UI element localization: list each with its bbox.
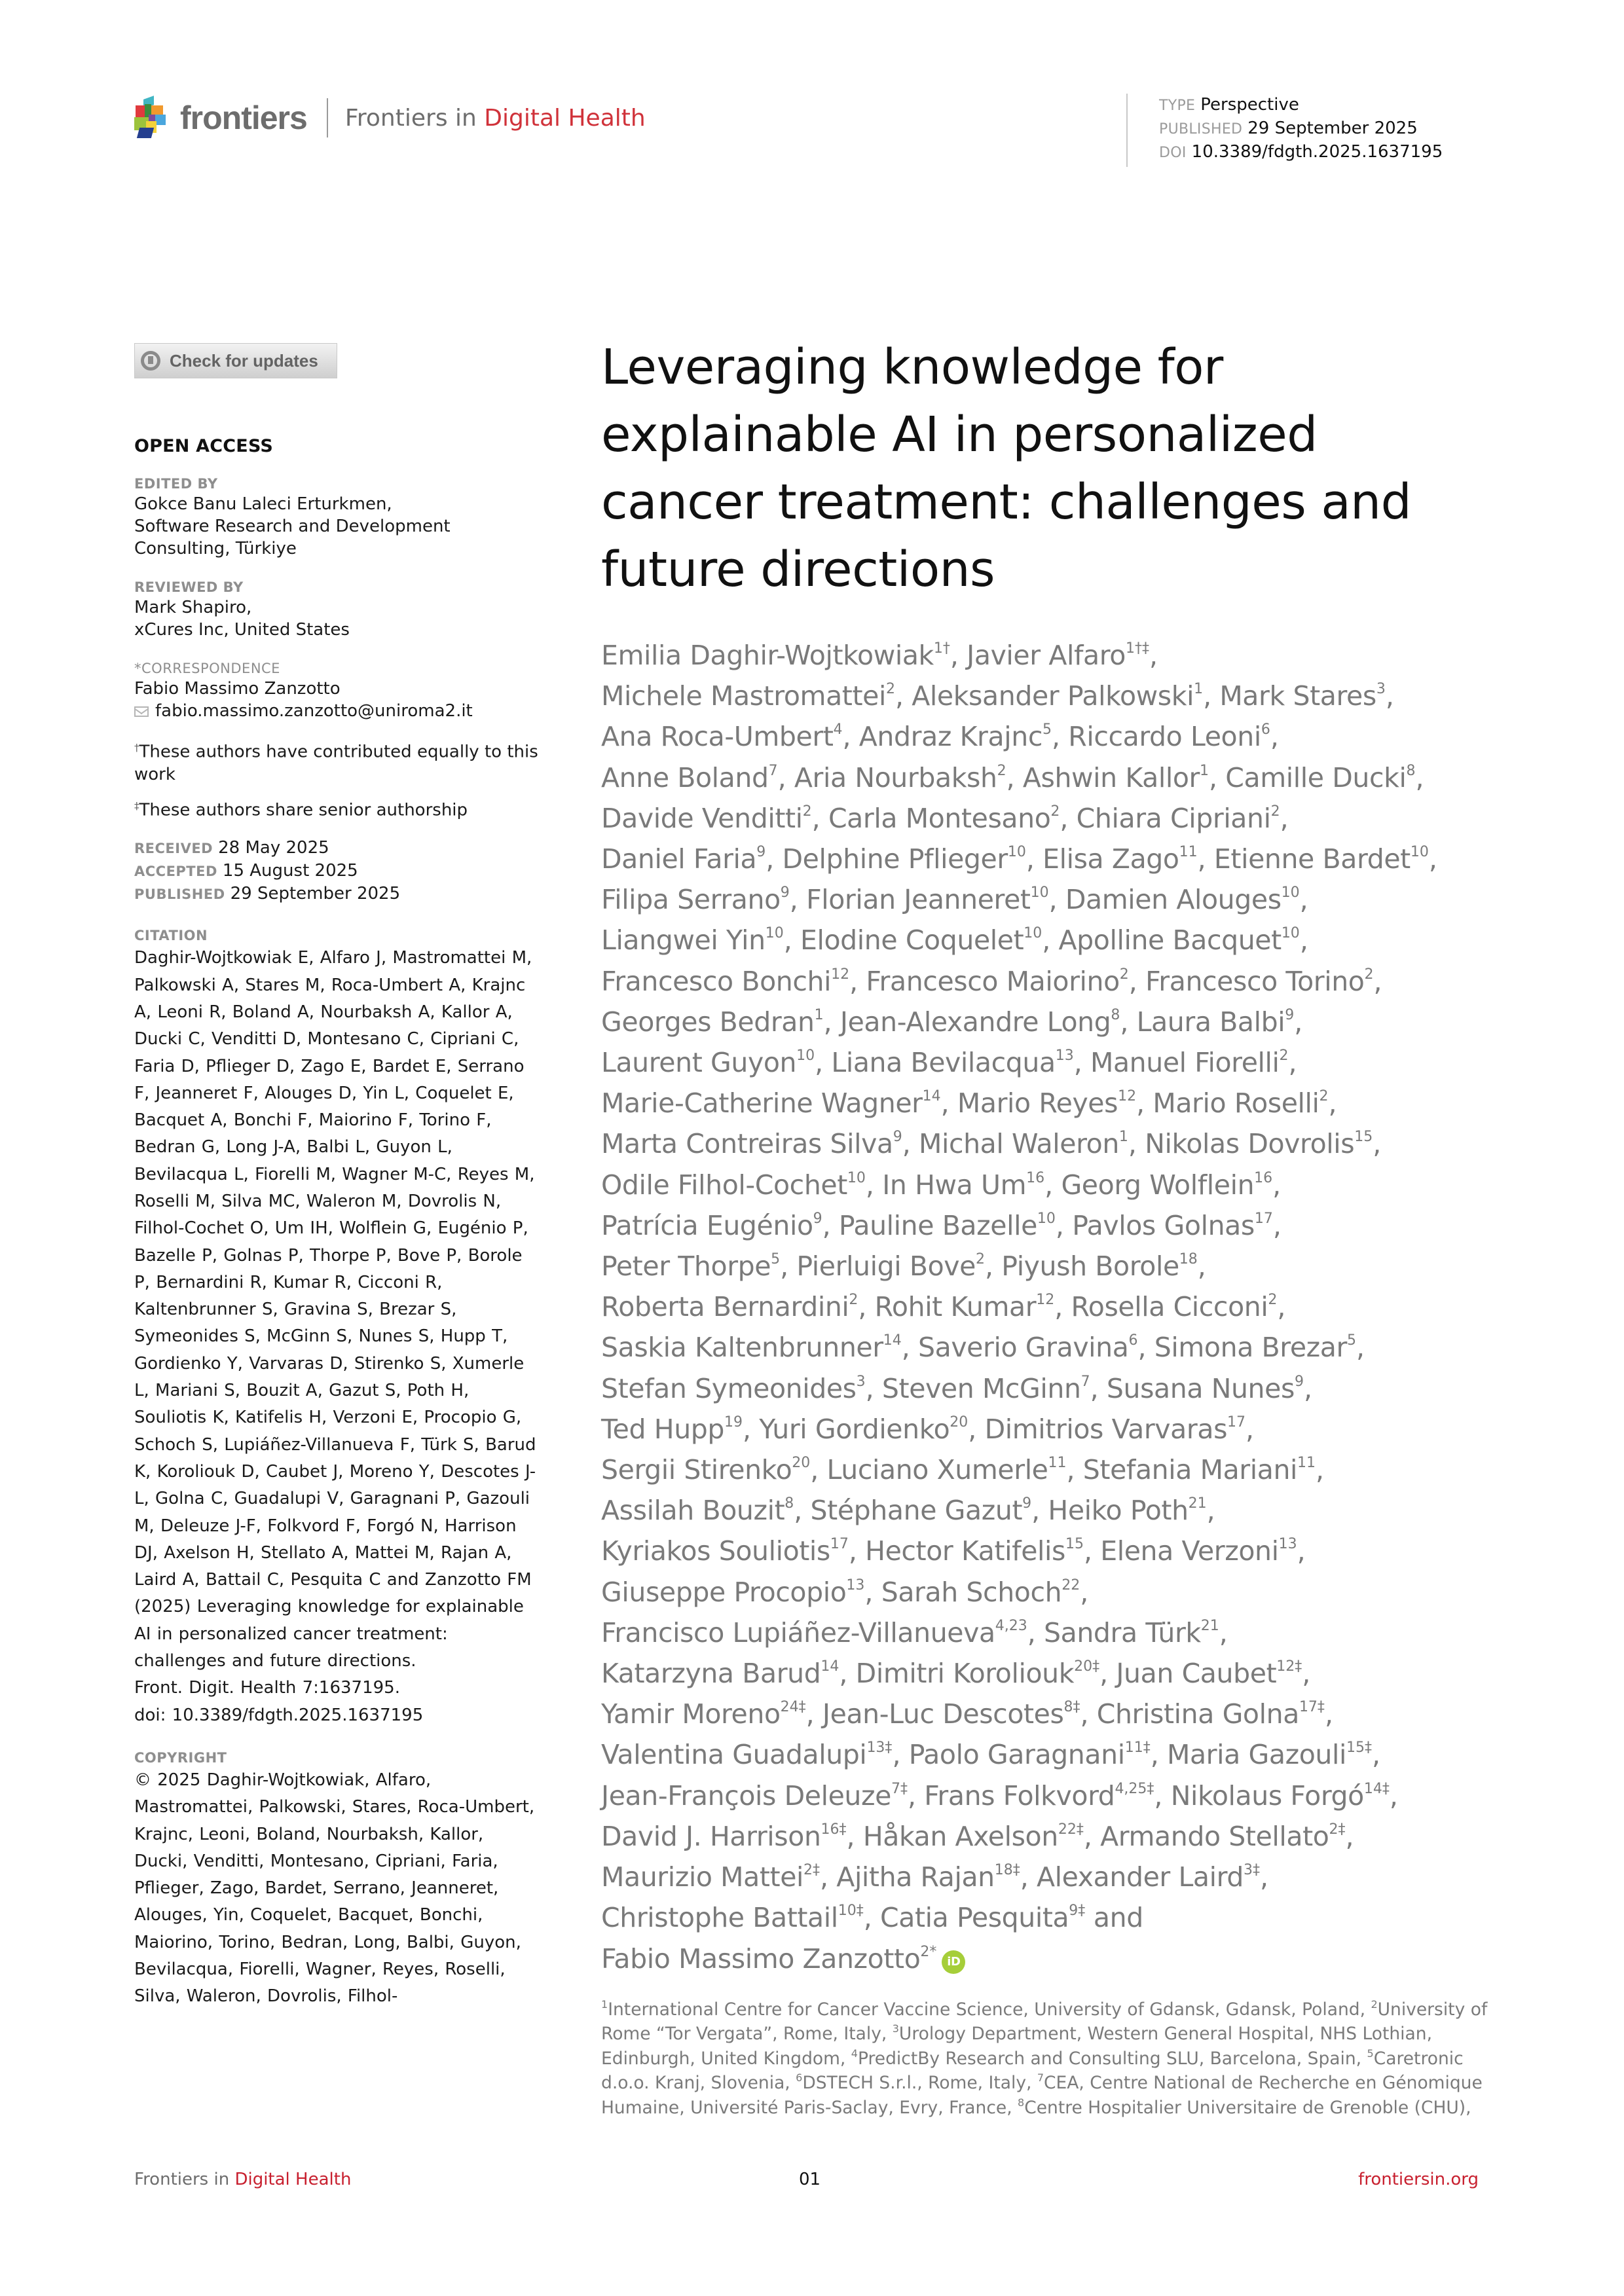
affiliation-marker: 24‡	[780, 1699, 806, 1716]
affiliation-marker: 1	[1194, 681, 1204, 698]
affiliation-marker: 1†	[933, 640, 950, 657]
author-name[interactable]: Ajitha Rajan$^{18\ddagger}$	[836, 1861, 1020, 1893]
article-sidebar	[134, 343, 540, 2011]
affiliation-marker: 18	[1179, 1251, 1198, 1268]
affiliation-marker: 2	[1364, 966, 1374, 983]
affiliation-text: International Centre for Cancer Vaccine Science, University of Gdansk, Gdansk, Poland,	[608, 1999, 1371, 2020]
affiliation-marker: 12	[1118, 1088, 1137, 1105]
author-line: Christophe Battail$^{10\ddagger}$, Catia Pesquita$^{9\ddagger}$ and	[601, 1902, 1143, 1934]
affiliation-text: University of Rome “Tor Vergata”, Rome, Italy,	[601, 1999, 1488, 2045]
article-meta	[1126, 94, 1443, 167]
footer-journal: Frontiers in Digital Health	[134, 2170, 352, 2189]
author-line: Maurizio Mattei$^{2\ddagger}$, Ajitha Rajan$^{18\ddagger}$, Alexander Laird$^{3\ddagger}$,	[601, 1861, 1268, 1893]
author-name[interactable]: Dimitrios Varvaras$^{17}$	[984, 1413, 1246, 1445]
author-name[interactable]: Catia Pesquita$^{9\ddagger}$	[880, 1902, 1086, 1934]
author-name[interactable]: Saverio Gravina$^6$	[917, 1332, 1138, 1364]
author-line: Liangwei Yin$^{10}$, Elodine Coquelet$^{10}$, Apolline Bacquet$^{10}$,	[601, 924, 1308, 957]
affiliation-marker: 17	[1254, 1210, 1273, 1227]
affiliation-marker: 7	[1080, 1373, 1090, 1390]
reviewer-info: Mark Shapiro, xCures Inc, United States	[134, 598, 350, 640]
affiliation-number: 5	[1367, 2047, 1374, 2060]
author-name[interactable]: Stefan Symeonides$^3$	[601, 1372, 866, 1404]
frontiers-wordmark: frontiers	[180, 100, 307, 136]
author-name[interactable]: Marta Contreiras Silva$^9$	[601, 1128, 902, 1160]
article-dates	[134, 837, 540, 905]
affiliation-marker: 2	[1279, 1048, 1289, 1065]
author-line: Jean-François Deleuze$^{7\ddagger}$, Frans Folkvord$^{4,25\ddagger}$, Nikolaus Forgó$^{14\ddagger}$,	[601, 1779, 1398, 1812]
author-name[interactable]: Simona Brezar$^5$	[1154, 1332, 1356, 1364]
author-name[interactable]: Etienne Bardet$^{10}$	[1213, 843, 1429, 875]
author-name[interactable]: Christophe Battail$^{10\ddagger}$	[601, 1902, 864, 1934]
affiliation-marker: 15‡	[1346, 1740, 1372, 1757]
affiliation-marker: 14‡	[1363, 1780, 1390, 1797]
author-name[interactable]: Jean-François Deleuze$^{7\ddagger}$	[601, 1779, 908, 1812]
author-line: Daniel Faria$^9$, Delphine Pflieger$^{10}$, Elisa Zago$^{11}$, Etienne Bardet$^{10}$,	[601, 843, 1437, 875]
affiliation-marker: 6	[1128, 1332, 1138, 1349]
author-name[interactable]: Yamir Moreno$^{24\ddagger}$	[601, 1698, 806, 1730]
author-line: Marta Contreiras Silva$^9$, Michal Waleron$^1$, Nikolas Dovrolis$^{15}$,	[601, 1128, 1381, 1160]
affiliation-marker: 10	[765, 925, 784, 942]
citation-label: CITATION	[134, 928, 208, 944]
affiliation-marker: 15	[1354, 1129, 1373, 1146]
author-name[interactable]: Francesco Bonchi$^{12}$	[601, 965, 850, 997]
author-name[interactable]: Georges Bedran$^1$	[601, 1006, 824, 1038]
author-name[interactable]: Stefania Mariani$^{11}$	[1082, 1454, 1316, 1486]
affiliation-marker: 9	[1285, 1006, 1295, 1023]
author-name[interactable]: Mark Stares$^3$	[1219, 680, 1386, 712]
affiliation-text: CEA, Centre National de Recherche en Génomique Humaine, Université Paris-Saclay, Evry, France,	[601, 2073, 1483, 2118]
affiliation-marker: 2‡	[1329, 1821, 1346, 1838]
equal-contribution-note: †These authors have contributed equally to this work	[134, 742, 538, 784]
author-name[interactable]: Alexander Laird$^{3\ddagger}$	[1037, 1861, 1261, 1893]
author-name[interactable]: Pauline Bazelle$^{10}$	[838, 1209, 1056, 1241]
affiliation-marker: 14	[883, 1332, 902, 1349]
author-line: Stefan Symeonides$^3$, Steven McGinn$^7$, Susana Nunes$^9$,	[601, 1372, 1312, 1404]
check-for-updates-button[interactable]: Check for updates	[134, 343, 337, 378]
author-name[interactable]: Kyriakos Souliotis$^{17}$	[601, 1535, 849, 1567]
affiliation-marker: 10	[1410, 844, 1429, 861]
article-type: TYPE Perspective	[1159, 95, 1299, 115]
affiliation-number: 8	[1018, 2096, 1025, 2109]
citation-text: Daghir-Wojtkowiak E, Alfaro J, Mastromattei M, Palkowski A, Stares M, Roca-Umbert A, Krajnc A, Leoni R, Boland A, Nourbaksh A, Kallor A, Ducki C, Venditti D, Montesano C, Cipriani C, Faria D, Pflieger D, Zago E, Bardet E, Serrano F, Jeanneret F, Alouges D, Yin L, Coquelet E, Bacquet A, Bonchi F, Maiorino F, Torino F, Bedran G, Long J-A, Balbi L, Guyon L, Bevilacqua L, Fiorelli M, Wagner M-C, Reyes M, Roselli M, Silva MC, Waleron M, Dovrolis N, Filhol-Cochet O, Um IH, Wolflein G, Eugénio P, Bazelle P, Golnas P, Thorpe P, Bove P, Borole P, Bernardini R, Kumar R, Cicconi R, Kaltenbrunner S, Gravina S, Brezar S, Symeonides S, McGinn S, Nunes S, Hupp T, Gordienko Y, Varvaras D, Stirenko S, Xumerle L, Mariani S, Bouzit A, Gazut S, Poth H, Souliotis K, Katifelis H, Verzoni E, Procopio G, Schoch S, Lupiáñez-Villanueva F, Türk S, Barud K, Koroliouk D, Caubet J, Moreno Y, Descotes J-L, Golna C, Guadalupi V, Garagnani P, Gazouli M, Deleuze J-F, Folkvord F, Forgó N, Harrison DJ, Axelson H, Stellato A, Mattei M, Rajan A, Laird A, Battail C, Pesquita C and Zanzotto FM (2025) Leveraging knowledge for explainable AI in personalized cancer treatment: challenges and future directions. Front. Digit. Health 7:1637195. doi: 10.3389/fdgth.2025.1637195	[134, 948, 536, 1725]
affiliation-text: PredictBy Research and Consulting SLU, Barcelona, Spain,	[857, 2048, 1367, 2069]
author-name[interactable]: Roberta Bernardini$^2$	[601, 1291, 858, 1323]
affiliation-marker: 19	[724, 1413, 743, 1430]
author-name[interactable]: Ted Hupp$^{19}$	[601, 1413, 743, 1445]
author-name[interactable]: Elodine Coquelet$^{10}$	[800, 924, 1043, 957]
affiliation-marker: 11‡	[1124, 1740, 1151, 1757]
author-name[interactable]: Assilah Bouzit$^8$	[601, 1495, 794, 1527]
author-line: Georges Bedran$^1$, Jean-Alexandre Long$^8$, Laura Balbi$^9$,	[601, 1006, 1302, 1038]
affiliation-marker: 2	[1119, 966, 1129, 983]
journal-name: Frontiers in Digital Health	[344, 104, 646, 132]
author-name[interactable]: Francisco Lupiáñez-Villanueva$^{4,23}$	[601, 1616, 1027, 1649]
author-name[interactable]: Georg Wolflein$^{16}$	[1061, 1169, 1273, 1201]
affiliation-marker: 9	[1294, 1373, 1304, 1390]
affiliation-marker: 2	[802, 803, 812, 820]
accepted-date: ACCEPTED 15 August 2025	[134, 861, 358, 881]
affiliation-number: 2	[1371, 1997, 1378, 2011]
reviewed-by-label: REVIEWED BY	[134, 579, 244, 595]
article-main	[601, 334, 1488, 2120]
author-line: Patrícia Eugénio$^9$, Pauline Bazelle$^{10}$, Pavlos Golnas$^{17}$,	[601, 1209, 1282, 1241]
journal-header	[134, 92, 646, 144]
affiliation-marker: 10	[1281, 884, 1300, 902]
author-line: Valentina Guadalupi$^{13\ddagger}$, Paolo Garagnani$^{11\ddagger}$, Maria Gazouli$^{15\ddagger}$,	[601, 1739, 1380, 1771]
author-name[interactable]: Susana Nunes$^9$	[1106, 1372, 1304, 1404]
correspondence-label: *CORRESPONDENCE	[134, 661, 280, 676]
author-name[interactable]: Francesco Torino$^2$	[1145, 965, 1374, 997]
affiliation-marker: 9	[813, 1210, 822, 1227]
author-name[interactable]: Armando Stellato$^{2\ddagger}$	[1100, 1820, 1346, 1852]
affiliation-marker: 3	[1376, 681, 1386, 698]
author-line: Ted Hupp$^{19}$, Yuri Gordienko$^{20}$, Dimitrios Varvaras$^{17}$,	[601, 1413, 1254, 1445]
author-line: Assilah Bouzit$^8$, Stéphane Gazut$^9$, Heiko Poth$^{21}$,	[601, 1495, 1215, 1527]
author-line: Kyriakos Souliotis$^{17}$, Hector Katifelis$^{15}$, Elena Verzoni$^{13}$,	[601, 1535, 1306, 1567]
affiliation-marker: 15	[1065, 1536, 1084, 1553]
author-name[interactable]: Sergii Stirenko$^{20}$	[601, 1454, 811, 1486]
affiliation-marker: 2*	[920, 1943, 937, 1960]
author-name[interactable]: Laura Balbi$^9$	[1136, 1006, 1295, 1038]
author-name[interactable]: Pierluigi Bove$^2$	[796, 1250, 985, 1283]
affiliation-number: 1	[601, 1997, 608, 2011]
affiliation-marker: 17‡	[1299, 1699, 1325, 1716]
affiliation-marker: 9‡	[1069, 1903, 1086, 1920]
author-line: Filipa Serrano$^9$, Florian Jeanneret$^{10}$, Damien Alouges$^{10}$,	[601, 884, 1308, 916]
author-line: Anne Boland$^7$, Aria Nourbaksh$^2$, Ashwin Kallor$^1$, Camille Ducki$^8$,	[601, 761, 1424, 793]
affiliation-marker: 7‡	[891, 1780, 908, 1797]
author-name[interactable]: Riccardo Leoni$^6$	[1068, 721, 1270, 753]
author-name[interactable]: Hector Katifelis$^{15}$	[865, 1535, 1084, 1567]
author-name[interactable]: Marie-Catherine Wagner$^{14}$	[601, 1087, 941, 1120]
affiliation-marker: 9	[893, 1129, 902, 1146]
author-line: David J. Harrison$^{16\ddagger}$, Håkan Axelson$^{22\ddagger}$, Armando Stellato$^{2\ddagger}$,	[601, 1820, 1354, 1852]
affiliation-marker: 3‡	[1244, 1862, 1261, 1879]
published-date-sidebar: PUBLISHED 29 September 2025	[134, 884, 401, 904]
orcid-icon[interactable]: iD	[942, 1950, 965, 1974]
affiliation-marker: 16	[1026, 1169, 1045, 1186]
affiliation-marker: 12	[1036, 1292, 1055, 1309]
correspondence-email[interactable]: fabio.massimo.zanzotto@uniroma2.it	[155, 701, 473, 721]
author-name[interactable]: Javier Alfaro$^{1\dagger\ddagger}$	[967, 640, 1149, 671]
author-line	[601, 1939, 1488, 1979]
author-name[interactable]: Davide Venditti$^2$	[601, 802, 812, 834]
affiliation-marker: 1	[814, 1006, 824, 1023]
author-name[interactable]: Michal Waleron$^1$	[918, 1128, 1128, 1160]
article-title: Leveraging knowledge for explainable AI in personalized cancer treatment: challenges and future directions	[601, 339, 1412, 598]
author-name[interactable]: Rosella Cicconi$^2$	[1071, 1291, 1278, 1323]
affiliation-marker: 10	[1030, 884, 1049, 902]
author-name[interactable]: Elena Verzoni$^{13}$	[1100, 1535, 1297, 1567]
author-name[interactable]: Anne Boland$^7$	[601, 761, 778, 793]
author-name[interactable]: Paolo Garagnani$^{11\ddagger}$	[908, 1739, 1151, 1771]
copyright-label: COPYRIGHT	[134, 1749, 227, 1766]
affiliation-marker: 22	[1061, 1576, 1080, 1594]
author-name[interactable]: Jean-Alexandre Long$^8$	[840, 1006, 1120, 1038]
affiliation-marker: 14	[821, 1658, 840, 1675]
author-line: Odile Filhol-Cochet$^{10}$, In Hwa Um$^{16}$, Georg Wolflein$^{16}$,	[601, 1169, 1281, 1201]
affiliation-marker: 5	[1042, 721, 1052, 738]
author-name[interactable]: Emilia Daghir-Wojtkowiak$^{1\dagger}$	[601, 640, 950, 671]
email-icon	[134, 706, 149, 717]
affiliation-marker: 2	[1268, 1292, 1278, 1309]
author-name[interactable]: Francesco Maiorino$^2$	[866, 965, 1129, 997]
affiliation-marker: 4,23	[995, 1617, 1027, 1634]
affiliations	[601, 1997, 1488, 2121]
affiliation-marker: 11	[1179, 844, 1198, 861]
author-name[interactable]: Liangwei Yin$^{10}$	[601, 924, 784, 957]
author-name[interactable]: Mario Roselli$^2$	[1153, 1087, 1329, 1120]
affiliation-marker: 13	[1278, 1536, 1297, 1553]
author-line: Francisco Lupiáñez-Villanueva$^{4,23}$, Sandra Türk$^{21}$,	[601, 1616, 1228, 1649]
author-line: Giuseppe Procopio$^{13}$, Sarah Schoch$^{22}$,	[601, 1576, 1088, 1608]
author-name[interactable]: Maria Gazouli$^{15\ddagger}$	[1166, 1739, 1372, 1771]
article-doi: DOI 10.3389/fdgth.2025.1637195	[1159, 142, 1443, 162]
affiliation-marker: 9	[780, 884, 790, 902]
affiliation-marker: 8	[1111, 1006, 1120, 1023]
affiliation-text: Centre Hospitalier Universitaire de Grenoble (CHU),	[1024, 2097, 1471, 2118]
affiliation-marker: 18‡	[994, 1862, 1020, 1879]
affiliation-text: DSTECH S.r.l., Rome, Italy,	[802, 2073, 1037, 2094]
affiliation-marker: 2	[1319, 1088, 1329, 1105]
author-name[interactable]: Maurizio Mattei$^{2\ddagger}$	[601, 1861, 821, 1893]
author-name[interactable]: Håkan Axelson$^{22\ddagger}$	[862, 1820, 1084, 1852]
author-name[interactable]: Laurent Guyon$^{10}$	[601, 1047, 815, 1079]
author-name[interactable]: Aria Nourbaksh$^2$	[794, 761, 1006, 793]
author-name[interactable]: Carla Montesano$^2$	[828, 802, 1060, 834]
edited-by-label: EDITED BY	[134, 476, 218, 492]
author-name[interactable]: Peter Thorpe$^5$	[601, 1250, 781, 1283]
author-name[interactable]: Elisa Zago$^{11}$	[1043, 843, 1198, 875]
affiliation-marker: 4,25‡	[1115, 1780, 1154, 1797]
frontiers-logo-icon	[134, 98, 172, 138]
author-name[interactable]: Nikolas Dovrolis$^{15}$	[1145, 1128, 1373, 1160]
author-line: Roberta Bernardini$^2$, Rohit Kumar$^{12}$, Rosella Cicconi$^2$,	[601, 1291, 1285, 1323]
author-name[interactable]: Damien Alouges$^{10}$	[1065, 884, 1300, 916]
affiliation-number: 6	[796, 2071, 803, 2085]
affiliation-marker: 6	[1261, 721, 1270, 738]
author-name[interactable]: Liana Bevilacqua$^{13}$	[831, 1047, 1074, 1079]
author-name[interactable]: Jean-Luc Descotes$^{8\ddagger}$	[822, 1698, 1080, 1730]
crossmark-icon	[141, 351, 160, 371]
affiliation-marker: 2	[976, 1251, 985, 1268]
author-name[interactable]: Andraz Krajnc$^5$	[858, 721, 1052, 753]
author-name[interactable]: Dimitri Koroliouk$^{20\ddagger}$	[855, 1658, 1100, 1690]
affiliation-marker: 8	[784, 1495, 794, 1512]
affiliation-marker: 10	[1281, 925, 1300, 942]
author-name[interactable]: Heiko Poth$^{21}$	[1048, 1495, 1207, 1527]
author-name[interactable]: Aleksander Palkowski$^1$	[912, 680, 1204, 712]
affiliation-marker: 2	[885, 681, 895, 698]
author-line: Emilia Daghir-Wojtkowiak$^{1\dagger}$, Javier Alfaro$^{1\dagger\ddagger}$,	[601, 640, 1158, 671]
author-line: Ana Roca-Umbert$^4$, Andraz Krajnc$^5$, Riccardo Leoni$^6$,	[601, 721, 1279, 753]
author-name[interactable]: Christina Golna$^{17\ddagger}$	[1096, 1698, 1325, 1730]
affiliation-marker: 12‡	[1276, 1658, 1302, 1675]
affiliation-marker: 1	[1118, 1129, 1128, 1146]
header-divider	[327, 98, 328, 137]
affiliation-marker: 5	[1346, 1332, 1356, 1349]
author-name[interactable]: Stéphane Gazut$^9$	[810, 1495, 1032, 1527]
affiliation-marker: 11	[1297, 1455, 1316, 1472]
affiliation-marker: 16	[1254, 1169, 1273, 1186]
affiliation-marker: 9	[1022, 1495, 1032, 1512]
author-name[interactable]: Chiara Cipriani$^2$	[1076, 802, 1280, 834]
author-name[interactable]: Katarzyna Barud$^{14}$	[601, 1658, 840, 1690]
author-list	[601, 635, 1488, 1979]
affiliation-marker: 2	[1270, 803, 1280, 820]
author-name[interactable]: Saskia Kaltenbrunner$^{14}$	[601, 1332, 902, 1364]
author-line: Marie-Catherine Wagner$^{14}$, Mario Reyes$^{12}$, Mario Roselli$^2$,	[601, 1087, 1337, 1120]
author-line: Yamir Moreno$^{24\ddagger}$, Jean-Luc Descotes$^{8\ddagger}$, Christina Golna$^{17\ddagger}$,	[601, 1698, 1333, 1730]
author-line: Davide Venditti$^2$, Carla Montesano$^2$, Chiara Cipriani$^2$,	[601, 802, 1289, 834]
affiliation-marker: 8	[1406, 762, 1416, 779]
affiliation-marker: 7	[768, 762, 778, 779]
author-line: Michele Mastromattei$^2$, Aleksander Palkowski$^1$, Mark Stares$^3$,	[601, 680, 1394, 712]
author-line: Saskia Kaltenbrunner$^{14}$, Saverio Gravina$^6$, Simona Brezar$^5$,	[601, 1332, 1365, 1364]
affiliation-number: 7	[1037, 2071, 1044, 2085]
editor-info: Gokce Banu Laleci Erturkmen, Software Research and Development Consulting, Türkiye	[134, 494, 451, 558]
author-name[interactable]: Rohit Kumar$^{12}$	[874, 1291, 1055, 1323]
affiliation-marker: 21	[1200, 1617, 1219, 1634]
affiliation-marker: 5	[771, 1251, 781, 1268]
author-name[interactable]: Patrícia Eugénio$^9$	[601, 1209, 822, 1241]
page-number: 01	[799, 2170, 821, 2189]
author-name[interactable]: Sandra Türk$^{21}$	[1043, 1616, 1219, 1649]
affiliation-marker: 17	[830, 1536, 849, 1553]
affiliation-marker: 8‡	[1063, 1699, 1080, 1716]
affiliation-marker: 1†‡	[1125, 640, 1149, 657]
affiliation-marker: 4	[833, 721, 843, 738]
affiliation-marker: 21	[1188, 1495, 1207, 1512]
author-name[interactable]: Frans Folkvord$^{4,25\ddagger}$	[924, 1779, 1154, 1812]
published-date: PUBLISHED 29 September 2025	[1159, 118, 1418, 138]
author-line: Francesco Bonchi$^{12}$, Francesco Maiorino$^2$, Francesco Torino$^2$,	[601, 965, 1382, 997]
author-name[interactable]: Michele Mastromattei$^2$	[601, 680, 895, 712]
affiliation-marker: 2	[997, 762, 1006, 779]
author-name[interactable]: Nikolaus Forgó$^{14\ddagger}$	[1170, 1779, 1390, 1812]
author-name[interactable]: Ashwin Kallor$^1$	[1022, 761, 1209, 793]
author-name[interactable]: Fabio Massimo Zanzotto$^{2*}$	[601, 1942, 937, 1975]
author-name[interactable]: Giuseppe Procopio$^{13}$	[601, 1576, 865, 1608]
affiliation-marker: 13	[1055, 1048, 1074, 1065]
affiliation-marker: 13	[846, 1576, 865, 1594]
page-footer	[134, 2170, 1479, 2189]
author-name[interactable]: Valentina Guadalupi$^{13\ddagger}$	[601, 1739, 893, 1771]
author-name[interactable]: Apolline Bacquet$^{10}$	[1058, 924, 1300, 957]
affiliation-marker: 10	[847, 1169, 866, 1186]
author-line: Katarzyna Barud$^{14}$, Dimitri Koroliouk$^{20\ddagger}$, Juan Caubet$^{12\ddagger}$,	[601, 1658, 1310, 1690]
affiliation-marker: 10	[1024, 925, 1043, 942]
author-name[interactable]: Odile Filhol-Cochet$^{10}$	[601, 1169, 866, 1201]
affiliation-marker: 16‡	[821, 1821, 847, 1838]
affiliation-marker: 13‡	[866, 1740, 893, 1757]
affiliation-number: 3	[892, 2022, 899, 2035]
author-name[interactable]: Daniel Faria$^9$	[601, 843, 766, 875]
affiliation-marker: 17	[1227, 1413, 1246, 1430]
author-line: Laurent Guyon$^{10}$, Liana Bevilacqua$^{13}$, Manuel Fiorelli$^2$,	[601, 1047, 1297, 1079]
affiliation-marker: 20	[950, 1413, 969, 1430]
author-name[interactable]: Filipa Serrano$^9$	[601, 884, 790, 916]
author-name[interactable]: Manuel Fiorelli$^2$	[1090, 1047, 1289, 1079]
affiliation-marker: 11	[1048, 1455, 1067, 1472]
affiliation-marker: 12	[831, 966, 850, 983]
affiliation-text: Urology Department, Western General Hospital, NHS Lothian, Edinburgh, United Kingdom,	[601, 2024, 1432, 2069]
affiliation-marker: 10	[1037, 1210, 1056, 1227]
affiliation-text: Caretronic d.o.o. Kranj, Slovenia,	[601, 2048, 1464, 2094]
author-name[interactable]: Yuri Gordienko$^{20}$	[759, 1413, 969, 1445]
affiliation-marker: 2	[849, 1292, 858, 1309]
author-name[interactable]: Steven McGinn$^7$	[881, 1372, 1090, 1404]
citation-doi[interactable]: doi: 10.3389/fdgth.2025.1637195	[134, 1705, 424, 1725]
author-line: Sergii Stirenko$^{20}$, Luciano Xumerle$^{11}$, Stefania Mariani$^{11}$,	[601, 1454, 1324, 1486]
author-name[interactable]: Camille Ducki$^8$	[1225, 761, 1416, 793]
author-name[interactable]: Pavlos Golnas$^{17}$	[1072, 1209, 1273, 1241]
affiliation-marker: 1	[1200, 762, 1209, 779]
author-name[interactable]: David J. Harrison$^{16\ddagger}$	[601, 1820, 847, 1852]
author-name[interactable]: Delphine Pflieger$^{10}$	[782, 843, 1026, 875]
affiliation-marker: 2	[1050, 803, 1060, 820]
affiliation-marker: 10	[796, 1048, 815, 1065]
author-name[interactable]: Piyush Borole$^{18}$	[1001, 1250, 1198, 1283]
affiliation-number: 4	[851, 2047, 858, 2060]
senior-authorship-note: ‡These authors share senior authorship	[134, 799, 468, 820]
author-name[interactable]: In Hwa Um$^{16}$	[882, 1169, 1045, 1201]
affiliation-marker: 9	[756, 844, 766, 861]
affiliation-marker: 22‡	[1058, 1821, 1084, 1838]
affiliation-marker: 2‡	[803, 1862, 821, 1879]
affiliation-marker: 14	[922, 1088, 941, 1105]
affiliation-marker: 10	[1007, 844, 1026, 861]
author-name[interactable]: Mario Reyes$^{12}$	[957, 1087, 1137, 1120]
affiliation-marker: 20	[792, 1455, 811, 1472]
footer-site-link[interactable]: frontiersin.org	[1358, 2170, 1479, 2189]
author-name[interactable]: Luciano Xumerle$^{11}$	[826, 1454, 1067, 1486]
affiliation-marker: 3	[856, 1373, 866, 1390]
affiliation-marker: 10‡	[838, 1903, 864, 1920]
correspondence-info: Fabio Massimo Zanzotto fabio.massimo.zanzotto@uniroma2.it	[134, 679, 473, 721]
author-line: Peter Thorpe$^5$, Pierluigi Bove$^2$, Piyush Borole$^{18}$,	[601, 1250, 1206, 1283]
author-name[interactable]: Juan Caubet$^{12\ddagger}$	[1116, 1658, 1302, 1690]
open-access-label: OPEN ACCESS	[134, 436, 274, 456]
received-date: RECEIVED 28 May 2025	[134, 838, 329, 858]
affiliation-marker: 20‡	[1074, 1658, 1100, 1675]
author-name[interactable]: Sarah Schoch$^{22}$	[881, 1576, 1080, 1608]
author-name[interactable]: Florian Jeanneret$^{10}$	[806, 884, 1049, 916]
author-name[interactable]: Ana Roca-Umbert$^4$	[601, 721, 843, 753]
copyright-text: © 2025 Daghir-Wojtkowiak, Alfaro, Mastromattei, Palkowski, Stares, Roca-Umbert, Krajnc, Leoni, Boland, Nourbaksh, Kallor, Ducki, Venditti, Montesano, Cipriani, Faria, Pflieger, Zago, Bardet, Serrano, Jeanneret, Alouges, Yin, Coquelet, Bacquet, Bonchi, Maiorino, Torino, Bedran, Long, Balbi, Guyon, Bevilacqua, Fiorelli, Wagner, Reyes, Roselli, Silva, Waleron, Dovrolis, Filhol-	[134, 1770, 535, 2007]
